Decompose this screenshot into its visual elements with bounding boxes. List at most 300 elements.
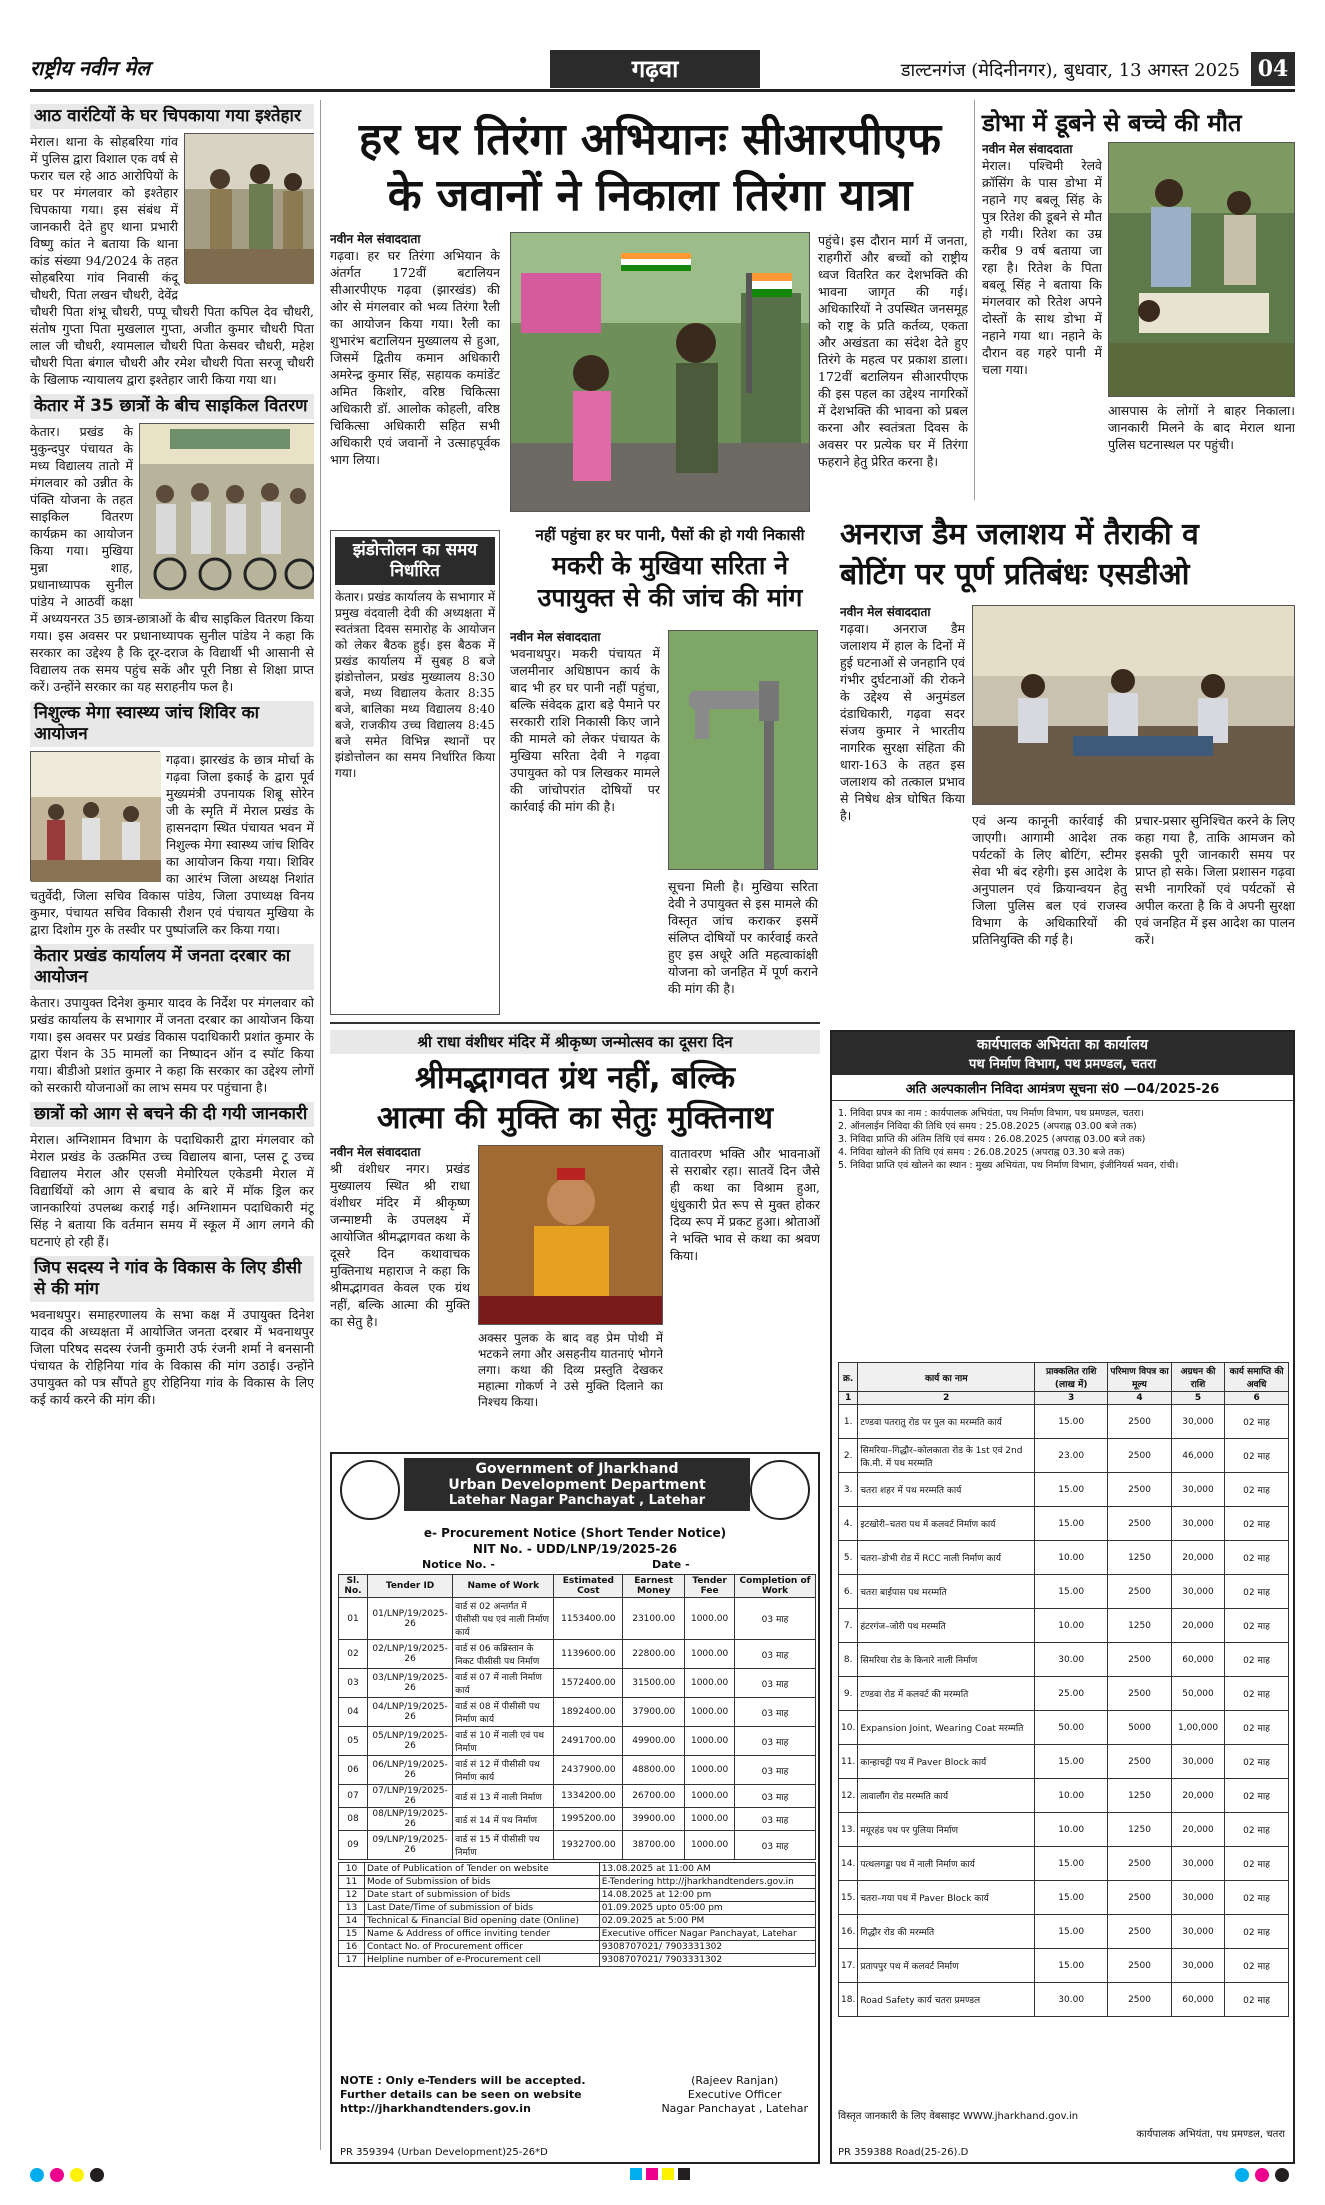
table-cell: 17. [839,1949,858,1983]
table-row [839,1915,1289,1949]
table-cell: वार्ड सं 08 में पीसीसी पथ निर्माण कार्य [453,1698,554,1727]
table-cell: 9308707021/ 7903331302 [599,1954,815,1967]
photo-anraj-meeting [972,605,1295,805]
table-row [339,1640,816,1669]
anraj-text-right [1135,812,1295,1015]
tender-body: Latehar Nagar Panchayat , Latehar [448,1493,706,1508]
tender-col-header: Tender Fee [685,1575,735,1598]
table-row [339,1756,816,1785]
table-cell: Date of Publication of Tender on website [365,1863,600,1876]
headline-bhagwat [330,1058,820,1138]
registration-mark-icon [30,2168,44,2182]
table-cell: 30.00 [1035,1983,1108,2017]
table-cell: पत्थलगड्डा पथ में नाली निर्माण कार्य [858,1847,1035,1881]
doba-story: मेराल। पश्चिमी रेलवे क्रॉसिंग के पास डोभा में नहाने गए बबलू सिंह के पुत्र रितेश की डूबने से मौत हो गयी। रितेश का उम्र करीब 9 वर्ष बताया जा रहा है। रितेश के पिता बबलू सिंह ने बताया कि मंगलवार को रितेश अपने दोस्तों के साथ डोभा में नहाने गया था। नहाने के दौरान वह गहरे पानी में चला गया। [982,158,1102,377]
table-cell: 10. [839,1711,858,1745]
tender-ad-header [404,1458,750,1511]
registration-mark-icon [1235,2168,1249,2182]
bhagwat-story-end: वातावरण भक्ति और भावनाओं से सराबोर रहा। सातवें दिन जैसे ही कथा का विश्राम हुआ, धुंधुकारी प्रेत रूप से मुक्त होकर दिव्य रूप में प्रकट हुआ। श्रोताओं ने भक्ति भाव से कथा का श्रवण किया। [670,1146,820,1263]
section-rule [330,1022,820,1024]
table-cell: 03/LNP/19/2025-26 [367,1669,452,1698]
headline-doba: डोभा में डूबने से बच्चे की मौत [982,109,1242,137]
tender-table-wrap [338,1574,816,1967]
table-row [339,1954,816,1967]
table-cell: वार्ड सं 14 में पथ निर्माण [453,1808,554,1831]
photo-cycle [139,423,314,598]
table-cell: Last Date/Time of submission of bids [365,1902,600,1915]
photo-cycle-image [140,424,314,599]
headline-health-camp: निशुल्क मेगा स्वास्थ्य जांच शिविर का आयोजन [30,701,314,747]
page-number: 04 [1251,52,1295,86]
table-row [839,1949,1289,1983]
road-col-header: अग्रधन की राशि [1171,1363,1224,1392]
headline-anraj-line-2: बोटिंग पर पूर्ण प्रतिबंधः एसडीओ [840,557,1190,592]
table-cell: 1,00,000 [1171,1711,1224,1745]
table-cell: लावालौंग रोड मरम्मति कार्य [858,1779,1035,1813]
color-patch-icon [678,2168,690,2180]
table-row [839,1609,1289,1643]
table-cell: Helpline number of e-Procurement cell [365,1954,600,1967]
tender-table-header [339,1575,816,1598]
table-cell: 20,000 [1171,1779,1224,1813]
photo-tiranga-yatra [510,232,810,512]
table-cell: 2500 [1108,1881,1172,1915]
table-cell: 1000.00 [685,1640,735,1669]
tender-col-header: Completion of Work [735,1575,816,1598]
tender-table [338,1574,816,1860]
table-cell: 13. [839,1813,858,1847]
table-cell: चतरा बाईपास पथ मरम्मति [858,1575,1035,1609]
photo-water-tap-image [669,631,818,870]
table-cell: 2500 [1108,1405,1172,1439]
table-cell: 60,000 [1171,1643,1224,1677]
table-cell: 30,000 [1171,1881,1224,1915]
table-row [839,1507,1289,1541]
doba-byline: नवीन मेल संवाददाता [982,142,1073,156]
road-ad-header [832,1032,1293,1075]
story-warrant: मेराल। थाना के सोहबरिया गांव में पुलिस द्वारा विशाल एक वर्ष से फरार चल रहे आठ आरोपियों के घर पर मंगलवार को इश्तेहार चिपकाया गया। इस संबंध में जानकारी देते हुए थाना प्रभारी विष्णु कांत ने बताया कि थाना कांड संख्या 94/2024 के तहत सोहबरिया गांव निवासी कंदू चौधरी, पिता लखन चौधरी, देवेंद्र चौधरी पिता शंभू चौधरी, पप्पू चौधरी पिता कपिल देव चौधरी, संतोष गुप्ता पिता मुखलाल गुप्ता, अजीत कुमार चौधरी पिता लाल जी चौधरी, श्यामलाल चौधरी पिता केसवर चौधरी, महेश चौधरी पिता बंगाल चौधरी और रमेश चौधरी पिता सरजू चौधरी के खिलाफ न्यायालय द्वारा इश्तेहार जारी किया गया था। [30,134,314,387]
table-cell: 03 माह [735,1727,816,1756]
makri-story: भवनाथपुर। मकरी पंचायत में जलमीनार अधिष्ठापन कार्य के बाद भी हर घर पानी नहीं पहुंचा, बल्कि संवेदक द्वारा बड़े पैमाने पर सरकारी राशि निकासी किए जाने की मामले को लेकर पंचायत के मुखिया सरिता देवी ने गढ़वा उपायुक्त को पत्र लिखकर मामले की जांचोपरांत दोषियों पर कार्रवाई की मांग की है। [510,646,660,814]
table-cell: 23.00 [1035,1439,1108,1473]
registration-mark-icon [50,2168,64,2182]
table-cell: 38700.00 [623,1831,685,1860]
table-cell: 1000.00 [685,1669,735,1698]
table-cell: 10.00 [1035,1779,1108,1813]
table-cell: 1250 [1108,1779,1172,1813]
table-cell: 2500 [1108,1745,1172,1779]
table-cell: वार्ड सं 06 कब्रिस्तान के निकट पीसीसी पथ निर्माण [453,1640,554,1669]
headline-makri: मकरी के मुखिया सरिता ने उपायुक्त से की जांच की मांग [537,551,803,612]
table-cell: 30,000 [1171,1405,1224,1439]
table-cell: 04/LNP/19/2025-26 [367,1698,452,1727]
table-cell: 26700.00 [623,1785,685,1808]
table-cell: 1000.00 [685,1808,735,1831]
table-row [339,1876,816,1889]
road-col-number: 5 [1171,1392,1224,1405]
headline-anraj [840,515,1295,595]
table-cell: 1572400.00 [554,1669,623,1698]
table-row [839,1711,1289,1745]
table-cell: 1250 [1108,1813,1172,1847]
table-cell: 02 माह [1225,1575,1289,1609]
road-ad-title-1: कार्यपालक अभियंता का कार्यालय [977,1037,1148,1053]
road-signer: कार्यपालक अभियंता, पथ प्रमण्डल, चतरा [1136,2129,1285,2140]
left-column [30,102,314,2162]
color-patch-icon [630,2168,642,2180]
registration-mark-icon [1275,2168,1289,2182]
photo-doba [1108,142,1295,397]
table-cell: 9. [839,1677,858,1711]
table-cell: 07 [339,1785,368,1808]
story-cycle: केतार। प्रखंड के मुकुन्दपुर पंचायत के मध्य विद्यालय तातो में मंगलवार को उन्नीत के पंक्ति योजना के तहत साइकिल वितरण कार्यक्रम का आयोजन किया गया। मुखिया मुन्ना शाह, प्रधानाध्यापक सुनील पांडेय ने आठवीं कक्षा में अध्ययनरत 35 छात्र-छात्राओं के बीच साइकिल वितरण किया गया। इस अवसर पर प्रधानाध्यापक सुनील पांडेय ने कहा कि सरकार का उद्देश्य है कि दूर-दराज के विद्यार्थी भी आसानी से विद्यालय तक समय पहुंच सकें और पूरी निष्ठा से शिक्षा प्राप्त करें। उन्होंने सरकार का यह सराहनीय फल है। [30,424,314,694]
table-cell: टण्डवा रोड में कलवर्ट की मरम्मति [858,1677,1035,1711]
table-row [339,1669,816,1698]
registration-mark-icon [90,2168,104,2182]
table-cell: 3. [839,1473,858,1507]
table-cell: 20,000 [1171,1541,1224,1575]
table-cell: 05/LNP/19/2025-26 [367,1727,452,1756]
table-cell: 03 माह [735,1785,816,1808]
table-cell: 1153400.00 [554,1598,623,1640]
table-cell: 5. [839,1541,858,1575]
column-rule [974,100,975,500]
table-cell: 02 माह [1225,1915,1289,1949]
table-cell: कान्हाचट्टी पथ में Paver Block कार्य [858,1745,1035,1779]
road-col-header: कार्य का नाम [858,1363,1035,1392]
table-cell: Date start of submission of bids [365,1889,600,1902]
table-cell: 50,000 [1171,1677,1224,1711]
table-cell: वार्ड सं 10 में नाली एवं पथ निर्माण [453,1727,554,1756]
table-cell: 2500 [1108,1575,1172,1609]
photo-police [184,133,314,283]
lead-byline: नवीन मेल संवाददाता [330,232,421,246]
table-cell: चतरा शहर में पथ मरम्मति कार्य [858,1473,1035,1507]
table-cell: 02 माह [1225,1643,1289,1677]
makri-text-column [510,630,660,1015]
table-cell: 02 माह [1225,1677,1289,1711]
table-cell: 31500.00 [623,1669,685,1698]
table-cell: चतरा–गया पथ में Paver Block कार्य [858,1881,1035,1915]
tender-col-header: Estimated Cost [554,1575,623,1598]
table-cell: 30,000 [1171,1575,1224,1609]
photo-tiranga-yatra-image [511,233,810,512]
table-cell: 02 माह [1225,1541,1289,1575]
table-cell: 6. [839,1575,858,1609]
table-cell: E-Tendering http://jharkhandtenders.gov.in [599,1876,815,1889]
table-cell: 15.00 [1035,1473,1108,1507]
table-cell: 01 [339,1598,368,1640]
makri-story-continued: सूचना मिली है। मुखिया सरिता देवी ने उपायुक्त से इस मामले की विस्तृत जांच कराकर इसमें संलिप्त दोषियों पर कार्रवाई करते हुए इस अधूरे अति महत्वाकांक्षी योजना को जनहित में पूर्ण कराने की मांग की है। [668,879,818,996]
table-cell: 15.00 [1035,1949,1108,1983]
table-cell: सिमरिया रोड के किनारे नाली निर्माण [858,1643,1035,1677]
table-cell: 48800.00 [623,1756,685,1785]
road-col-number: 6 [1225,1392,1289,1405]
table-cell: 1334200.00 [554,1785,623,1808]
road-table-body [839,1405,1289,2017]
anraj-text-column [840,605,965,1015]
table-cell: 16. [839,1915,858,1949]
road-table-col-numbers [839,1392,1289,1405]
table-cell: 2437900.00 [554,1756,623,1785]
story-fire-safety: मेराल। अग्निशामन विभाग के पदाधिकारी द्वारा मंगलवार को मेराल प्रखंड के उत्क्रमित उच्च विद्यालय बाना, प्लस टू उच्च विद्यालय मेराल और एसजी मेमोरियल एकेडमी मेराल में विद्यार्थियों को आग से बचाव के बारे में मॉक ड्रिल कर जानकारियां उपलब्ध कराई गई। अग्निशामन पदाधिकारी मंटू सिंह ने बताया कि वर्तमान समय में स्कूल में आग लगने की घटनाएं हो रही हैं। [30,1132,314,1249]
table-cell: 1932700.00 [554,1831,623,1860]
table-cell: 15.00 [1035,1405,1108,1439]
tender-info-table [338,1862,816,1967]
makri-byline: नवीन मेल संवाददाता [510,630,601,644]
table-cell: 03 माह [735,1598,816,1640]
table-cell: 1000.00 [685,1831,735,1860]
lead-headline [340,112,960,224]
table-cell: 2500 [1108,1643,1172,1677]
column-rule [320,100,321,2150]
tender-col-header: Sl. No. [339,1575,368,1598]
story-jip-sadasya: भवनाथपुर। समाहरणालय के सभा कक्ष में उपायुक्त दिनेश यादव की अध्यक्षता में आयोजित जनता दरबार में भवनाथपुर जिला परिषद सदस्य रंजनी कुमारी उर्फ रंजनी शर्मा ने बनसानी पंचायत के रोहिनिया गांव के विकास की मांग उठाई। उन्होंने उपायुक्त को पत्र सौंपते हुए रोहिनिया गांव के विकास के लिए कई कार्य करने की मांग की। [30,1307,314,1407]
table-row [839,1473,1289,1507]
photo-muktinath-image [479,1146,663,1325]
color-patch-icon [662,2168,674,2180]
headline-fire-safety: छात्रों को आग से बचने की दी गयी जानकारी [30,1102,314,1127]
table-row [339,1863,816,1876]
lead-text-column [330,232,500,522]
table-cell: 15.00 [1035,1915,1108,1949]
table-row [839,1643,1289,1677]
table-row [839,1813,1289,1847]
table-cell: 17 [339,1954,365,1967]
tender-ad-latehar [330,1452,820,2164]
tender-sign-name: (Rajeev Ranjan) [691,2074,779,2087]
lead-text-column-right [818,232,968,512]
table-cell: 16 [339,1941,365,1954]
table-cell: 2500 [1108,1439,1172,1473]
jhanda-story: केतार। प्रखंड कार्यालय के सभागार में प्रमुख वंदवाली देवी की अध्यक्षता में स्वतंत्रता दिवस समारोह के आयोजन को लेकर बैठक हुई। इस बैठक में प्रखंड कार्यालय में सुबह 8 बजे झंडोत्तोलन, प्रखंड मुख्यालय 8:30 बजे, मध्य विद्यालय केतार 8:35 बजे, बालिका मध्य विद्यालय 8:40 बजे, राजकीय उच्च विद्यालय 8:45 बजे समेत विभिन्न स्थानों पर झंडोत्तोलन का समय निर्धारित किया गया। [335,590,495,780]
table-cell: प्रतापपुर पथ में कलवर्ट निर्माण [858,1949,1035,1983]
tender-sign-office: Nagar Panchayat , Latehar [661,2102,808,2115]
table-row [839,1983,1289,2017]
tender-info-body [339,1863,816,1967]
table-cell: 1000.00 [685,1598,735,1640]
tender-note-1: NOTE : Only e-Tenders will be accepted. [340,2074,586,2087]
table-cell: 46,000 [1171,1439,1224,1473]
table-row [339,1698,816,1727]
table-row [339,1941,816,1954]
photo-police-image [185,134,314,284]
tender-note-2: Further details can be seen on website [340,2088,582,2101]
table-cell: 08/LNP/19/2025-26 [367,1808,452,1831]
registration-mark-icon [70,2168,84,2182]
anraj-story: गढ़वा। अनराज डैम जलाशय में हाल के दिनों में हुई घटनाओं से जनहानि एवं गंभीर दुर्घटनाओं की रोकने के उद्देश्य से अनुमंडल दंडाधिकारी, गढ़वा सदर संजय कुमार ने भारतीय नागरिक सुरक्षा संहिता की धारा-163 के तहत इस जलाशय को तत्काल प्रभाव से निषेध क्षेत्र घोषित किया है। [840,621,965,823]
road-col-number: 4 [1108,1392,1172,1405]
tender-nit: NIT No. - UDD/LNP/19/2025-26 [472,1542,678,1556]
table-cell: 30,000 [1171,1507,1224,1541]
table-cell: 03 माह [735,1808,816,1831]
table-cell: 1000.00 [685,1756,735,1785]
table-cell: 15.00 [1035,1745,1108,1779]
table-cell: 50.00 [1035,1711,1108,1745]
bhagwat-text-right [670,1145,820,1445]
table-cell: इटखोरी–चतरा पथ में कलवर्ट निर्माण कार्य [858,1507,1035,1541]
table-cell: 15 [339,1928,365,1941]
tender-col-header: Earnest Money [623,1575,685,1598]
color-patch-icon [646,2168,658,2180]
road-col-header: क्र. [839,1363,858,1392]
doba-text-column [982,142,1102,502]
photo-muktinath [478,1145,663,1325]
table-cell: 03 माह [735,1831,816,1860]
table-cell: 2500 [1108,1473,1172,1507]
tender-note-link[interactable]: http://jharkhandtenders.gov.in [340,2102,531,2115]
table-cell: 09 [339,1831,368,1860]
road-info-line: 4. निविदा खोलने की तिथि एवं समय : 26.08.2025 (अपराह्न 03.30 बजे तक) [838,1147,1125,1158]
bhagwat-story-middle: अक्सर पुलक के बाद वह प्रेम पोथी में भटकने लगा और असहनीय यातनाएं भोगने लगा। कथा की दिव्य प्रस्तुति देखकर महात्मा गोकर्ण ने उसे मुक्ति दिलाने का निश्चय किया। [478,1331,663,1409]
table-cell: 30,000 [1171,1847,1224,1881]
table-cell: 5000 [1108,1711,1172,1745]
table-cell: Road Safety कार्य चतरा प्रमण्डल [858,1983,1035,2017]
table-cell: 30,000 [1171,1915,1224,1949]
table-cell: 20,000 [1171,1813,1224,1847]
table-cell: 06/LNP/19/2025-26 [367,1756,452,1785]
masthead [30,50,1295,92]
table-cell: Executive officer Nagar Panchayat, Latehar [599,1928,815,1941]
table-cell: 01/LNP/19/2025-26 [367,1598,452,1640]
table-cell: 02 माह [1225,1711,1289,1745]
paper-name: राष्ट्रीय नवीन मेल [30,56,150,80]
anraj-story-end: प्रचार-प्रसार सुनिश्चित करने के लिए कहा गया है, ताकि आमजन को इसकी पूरी जानकारी समय पर प्राप्त हो सके। जिला प्रशासन गढ़वा सभी नागरिकों एवं पर्यटकों से अपील करता है कि वे अपनी सुरक्षा एवं जनहित में इस आदेश का पालन करें। [1135,813,1295,947]
doba-text-bottom [1108,402,1295,502]
table-cell: 15.00 [1035,1881,1108,1915]
table-cell: 02 माह [1225,1949,1289,1983]
table-cell: 15. [839,1881,858,1915]
table-cell: 03 [339,1669,368,1698]
road-col-header: कार्य समाप्ति की अवधि [1225,1363,1289,1392]
table-cell: 07/LNP/19/2025-26 [367,1785,452,1808]
table-cell: 15.00 [1035,1847,1108,1881]
table-cell: 1139600.00 [554,1640,623,1669]
headline-anraj-line-1: अनराज डैम जलाशय में तैराकी व [840,517,1199,552]
road-info-line: 2. ऑनलाईन निविदा की तिथि एवं समय : 25.08.2025 (अपराह्न 03.00 बजे तक) [838,1121,1137,1132]
table-cell: 05 [339,1727,368,1756]
tender-dated: Date - [652,1558,690,1571]
tender-ad-chatra [830,1030,1295,2164]
tender-pr: PR 359394 (Urban Development)25-26*D [340,2147,548,2158]
table-cell: 39900.00 [623,1808,685,1831]
story-health-camp: गढ़वा। झारखंड के छात्र मोर्चा के गढ़वा जिला इकाई के द्वारा पूर्व मुख्यमंत्री उपनायक शिबू सोरेन जी के स्मृति में मेराल प्रखंड के हासनदाग स्थित पंचायत भवन में निशुल्क मेगा स्वास्थ्य जांच शिविर का आयोजन किया गया। शिविर का आरंभ जिला अध्यक्ष निशांत चतुर्वेदी, जिला सचिव विकास पांडेय, जिला उपाध्यक्ष विनय कुमार, पंचायत सचिव विकासी रौशन एवं पंचायत मुखिया के द्वारा दिशोम गुरु के तस्वीर पर पुष्पांजलि कर किया गया। [30,752,314,937]
table-cell: वार्ड सं 12 में पीसीसी पथ निर्माण कार्य [453,1756,554,1785]
jharkhand-emblem-icon [340,1460,400,1520]
table-cell: 1000.00 [685,1785,735,1808]
table-cell: 10.00 [1035,1609,1108,1643]
table-row [339,1902,816,1915]
table-cell: 37900.00 [623,1698,685,1727]
table-cell: 15.00 [1035,1575,1108,1609]
table-cell: 18. [839,1983,858,2017]
photo-health-camp [30,751,160,881]
table-cell: 2500 [1108,1983,1172,2017]
table-row [839,1677,1289,1711]
table-row [839,1405,1289,1439]
table-cell: 10.00 [1035,1813,1108,1847]
table-cell: 12. [839,1779,858,1813]
table-cell: 1995200.00 [554,1808,623,1831]
table-cell: Expansion Joint, Wearing Coat मरम्मति [858,1711,1035,1745]
table-row [839,1439,1289,1473]
section-title: गढ़वा [550,50,760,88]
lead-story: गढ़वा। हर घर तिरंगा अभियान के अंतर्गत 172वीं बटालियन सीआरपीएफ गढ़वा (झारखंड) की ओर से मंगलवार को भव्य तिरंगा रैली का आयोजन किया गया। रैली का शुभारंभ बटालियन मुख्यालय से हुआ, जिसमें द्वितीय कमान अधिकारी अमरेन्द्र कुमार सिंह, सहायक कमांडेंट अमित किशोर, वरिष्ठ चिकित्सा अधिकारी डॉ. आलोक कोहली, वरिष्ठ चिकित्सा अधिकारी सहित सभी अधिकारी एवं जवानों ने उत्साहपूर्वक भाग लिया। [330,248,500,467]
table-cell: 14 [339,1915,365,1928]
table-cell: Technical & Financial Bid opening date (Online) [365,1915,600,1928]
table-cell: Mode of Submission of bids [365,1876,600,1889]
table-cell: 02 माह [1225,1779,1289,1813]
table-cell: 10.00 [1035,1541,1108,1575]
table-row [339,1889,816,1902]
table-cell: वार्ड सं 02 अन्तर्गत में पीसीसी पथ एवं नाली निर्माण कार्य [453,1598,554,1640]
road-col-header: प्राक्कलित राशि (लाख में) [1035,1363,1108,1392]
dateline: डाल्टनगंज (मेदिनीनगर), बुधवार, 13 अगस्त 2025 [900,60,1240,81]
bhagwat-caption-column [478,1330,663,1445]
bhagwat-byline: नवीन मेल संवाददाता [330,1145,421,1159]
table-row [839,1779,1289,1813]
table-cell: 2. [839,1439,858,1473]
road-col-number: 1 [839,1392,858,1405]
anraj-byline: नवीन मेल संवाददाता [840,605,931,619]
table-cell: सिमरिया–गिद्धौर–कोलकाता रोड के 1st एवं 2nd कि.मी. में पथ मरम्मति [858,1439,1035,1473]
road-table-header [839,1363,1289,1392]
headline-jip-sadasya: जिप सदस्य ने गांव के विकास के लिए डीसी से की मांग [30,1256,314,1302]
table-cell: 02 [339,1640,368,1669]
table-cell: Name & Address of office inviting tender [365,1928,600,1941]
table-cell: 02 माह [1225,1745,1289,1779]
table-cell: हंटरगंज–जोरी पथ मरम्मति [858,1609,1035,1643]
table-row [839,1745,1289,1779]
table-cell: 02 माह [1225,1847,1289,1881]
road-pr: PR 359388 Road(25-26).D [838,2147,969,2158]
table-cell: Contact No. of Procurement officer [365,1941,600,1954]
bhagwat-story: श्री वंशीधर नगर। प्रखंड मुख्यालय स्थित श्री राधा वंशीधर मंदिर में श्रीकृष्ण जन्माष्टमी के उपलक्ष्य में आयोजित श्रीमद्भागवत कथा के दूसरे दिन कथावाचक मुक्तिनाथ महाराज ने कहा कि श्रीमद्भागवत केवल एक ग्रंथ नहीं, बल्कि आत्मा की मुक्ति का सेतु है। [330,1161,470,1329]
table-cell: 03 माह [735,1669,816,1698]
table-cell: 14.08.2025 at 12:00 pm [599,1889,815,1902]
table-row [839,1575,1289,1609]
road-ad-info [832,1105,1293,1174]
lead-story-continued: पहुंचे। इस दौरान मार्ग में जनता, राहगीरों और बच्चों को राष्ट्रीय ध्वज वितरित कर देशभक्ति की भावना जागृत की गई। अधिकारियों ने उपस्थित जनसमूह को राष्ट्र के प्रति कर्तव्य, एकता और अखंडता का संदेश देते हुए तिरंगे के महत्व पर प्रकाश डाला। 172वीं बटालियन सीआरपीएफ की इस पहल का उद्देश्य नागरिकों में देशभक्ति की भावना को प्रबल करना और स्वतंत्रता दिवस के अवसर पर प्रत्येक घर में तिरंगा फहराने हेतु प्रेरित करना है। [818,233,968,469]
table-cell: 04 [339,1698,368,1727]
table-cell: 13 [339,1902,365,1915]
table-cell: 22800.00 [623,1640,685,1669]
lead-headline-line-2: के जवानों ने निकाला तिरंगा यात्रा [387,170,913,221]
table-cell: 12 [339,1889,365,1902]
table-cell: 2500 [1108,1677,1172,1711]
table-cell: 1892400.00 [554,1698,623,1727]
photo-anraj-meeting-image [973,606,1295,805]
table-cell: 30,000 [1171,1949,1224,1983]
tender-sign-post: Executive Officer [687,2088,782,2101]
road-col-header: परिमाण विपत्र का मूल्य [1108,1363,1172,1392]
photo-doba-image [1109,143,1295,397]
table-cell: 9308707021/ 7903331302 [599,1941,815,1954]
table-row [839,1881,1289,1915]
headline-warrant: आठ वारंटियों के घर चिपकाया गया इश्तेहार [30,104,314,129]
table-cell: वार्ड सं 15 में पीसीसी पथ निर्माण [453,1831,554,1860]
bhagwat-kicker: श्री राधा वंशीधर मंदिर में श्रीकृष्ण जन्मोत्सव का दूसरा दिन [330,1030,820,1054]
table-cell: 30.00 [1035,1643,1108,1677]
headline-bhagwat-line-2: आत्मा की मुक्ति का सेतुः मुक्तिनाथ [376,1100,774,1136]
headline-janta-darbar: केतार प्रखंड कार्यालय में जनता दरबार का आयोजन [30,944,314,990]
table-cell: 8. [839,1643,858,1677]
table-cell: 14. [839,1847,858,1881]
table-cell: 11 [339,1876,365,1889]
table-row [839,1541,1289,1575]
road-table-wrap [838,1362,1289,2017]
table-cell: 30,000 [1171,1473,1224,1507]
